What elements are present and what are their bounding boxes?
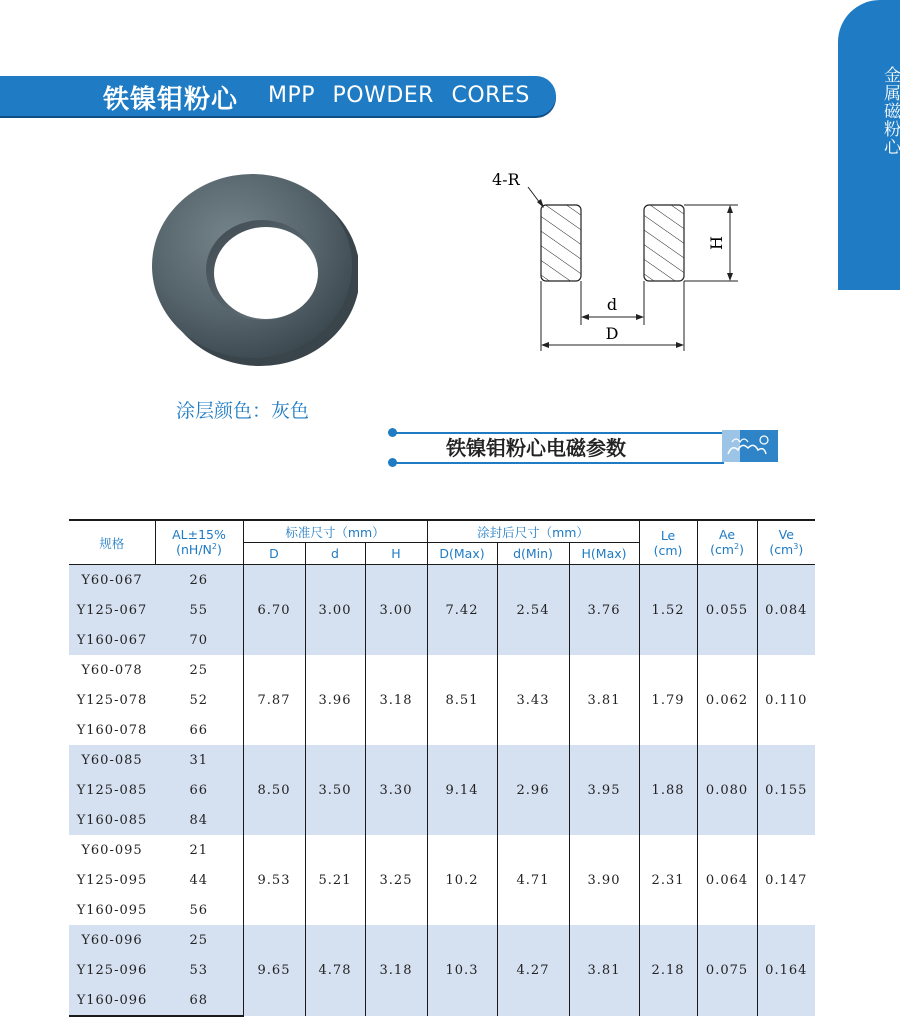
al-cell: 84 xyxy=(155,805,243,835)
al-cell: 21 xyxy=(155,835,243,865)
model-cell: Y60-095 xyxy=(69,835,155,865)
al-cell: 68 xyxy=(155,985,243,1016)
table-row xyxy=(69,655,815,685)
ae-cell: 0.080 xyxy=(697,745,757,835)
al-cell: 44 xyxy=(155,865,243,895)
model-cell: Y160-085 xyxy=(69,805,155,835)
al-cell: 53 xyxy=(155,955,243,985)
header-le: Le (cm) xyxy=(639,520,697,565)
cloud-pattern-icon xyxy=(722,430,778,466)
side-tab-label: 金属磁粉心 xyxy=(880,66,900,156)
header-spec: 规格 xyxy=(69,520,155,565)
H-cell: 3.00 xyxy=(365,565,427,656)
core-photo xyxy=(148,170,358,374)
le-cell: 1.88 xyxy=(639,745,697,835)
al-cell: 26 xyxy=(155,565,243,596)
ve-cell: 0.084 xyxy=(757,565,815,656)
header-d: d xyxy=(305,543,365,565)
ae-cell: 0.064 xyxy=(697,835,757,925)
header-D: D xyxy=(243,543,305,565)
al-cell: 66 xyxy=(155,775,243,805)
section-title: 铁镍钼粉心电磁参数 xyxy=(446,436,626,460)
model-cell: Y60-085 xyxy=(69,745,155,775)
divider xyxy=(394,462,724,464)
Dmax-cell: 10.3 xyxy=(427,925,497,1016)
al-cell: 25 xyxy=(155,655,243,685)
parameter-table xyxy=(69,519,815,1017)
Dmax-cell: 8.51 xyxy=(427,655,497,745)
dmin-cell: 3.43 xyxy=(497,655,569,745)
Hmax-cell: 3.81 xyxy=(569,655,639,745)
model-cell: Y160-095 xyxy=(69,895,155,925)
le-cell: 1.52 xyxy=(639,565,697,656)
header-al xyxy=(155,520,243,565)
dmin-cell: 2.96 xyxy=(497,745,569,835)
Dmax-cell: 7.42 xyxy=(427,565,497,656)
Dmax-cell: 10.2 xyxy=(427,835,497,925)
model-cell: Y160-067 xyxy=(69,625,155,655)
model-cell: Y160-078 xyxy=(69,715,155,745)
d-cell: 3.96 xyxy=(305,655,365,745)
model-cell: Y125-067 xyxy=(69,595,155,625)
D-cell: 9.65 xyxy=(243,925,305,1016)
header-H: H xyxy=(365,543,427,565)
ae-cell: 0.055 xyxy=(697,565,757,656)
model-cell: Y125-078 xyxy=(69,685,155,715)
Hmax-cell: 3.76 xyxy=(569,565,639,656)
core-dimension-diagram xyxy=(488,165,748,369)
al-cell: 66 xyxy=(155,715,243,745)
d-cell: 4.78 xyxy=(305,925,365,1016)
outer-diameter-label: D xyxy=(605,324,619,343)
al-cell: 55 xyxy=(155,595,243,625)
model-cell: Y160-096 xyxy=(69,985,155,1016)
d-cell: 3.50 xyxy=(305,745,365,835)
al-cell: 56 xyxy=(155,895,243,925)
ae-cell: 0.075 xyxy=(697,925,757,1016)
al-cell: 70 xyxy=(155,625,243,655)
H-cell: 3.25 xyxy=(365,835,427,925)
le-cell: 2.18 xyxy=(639,925,697,1016)
model-cell: Y125-095 xyxy=(69,865,155,895)
Hmax-cell: 3.81 xyxy=(569,925,639,1016)
title-cn: 铁镍钼粉心 xyxy=(103,85,239,115)
al-cell: 25 xyxy=(155,925,243,955)
D-cell: 7.87 xyxy=(243,655,305,745)
side-category-tab xyxy=(838,0,900,290)
model-cell: Y60-078 xyxy=(69,655,155,685)
header-coated-size: 涂封后尺寸（mm） xyxy=(427,520,639,543)
title-banner xyxy=(0,76,556,116)
D-cell: 9.53 xyxy=(243,835,305,925)
radius-label: 4-R xyxy=(492,170,520,189)
le-cell: 1.79 xyxy=(639,655,697,745)
table-row xyxy=(69,835,815,865)
model-cell: Y60-067 xyxy=(69,565,155,596)
ve-cell: 0.164 xyxy=(757,925,815,1016)
header-dmin: d(Min) xyxy=(497,543,569,565)
header-ve: Ve $(cm^3)$ xyxy=(757,520,815,565)
table-row xyxy=(69,745,815,775)
title-en: MPP POWDER CORES xyxy=(268,83,530,108)
Hmax-cell: 3.90 xyxy=(569,835,639,925)
dmin-cell: 4.71 xyxy=(497,835,569,925)
header-Hmax: H(Max) xyxy=(569,543,639,565)
D-cell: 8.50 xyxy=(243,745,305,835)
ve-cell: 0.155 xyxy=(757,745,815,835)
header-standard-size: 标准尺寸（mm） xyxy=(243,520,427,543)
le-cell: 2.31 xyxy=(639,835,697,925)
header-al-line1: AL±15% xyxy=(172,527,226,543)
d-cell: 3.00 xyxy=(305,565,365,656)
dmin-cell: 4.27 xyxy=(497,925,569,1016)
inner-diameter-label: d xyxy=(606,295,618,314)
table-row xyxy=(69,565,815,596)
Hmax-cell: 3.95 xyxy=(569,745,639,835)
al-cell: 52 xyxy=(155,685,243,715)
ve-cell: 0.110 xyxy=(757,655,815,745)
H-cell: 3.18 xyxy=(365,655,427,745)
Dmax-cell: 9.14 xyxy=(427,745,497,835)
ae-cell: 0.062 xyxy=(697,655,757,745)
header-al-unit: $(nH/N^2)$ xyxy=(176,542,222,558)
header-Dmax: D(Max) xyxy=(427,543,497,565)
height-label: H xyxy=(707,236,726,250)
H-cell: 3.30 xyxy=(365,745,427,835)
header-ae: Ae $(cm^2)$ xyxy=(697,520,757,565)
table-row xyxy=(69,925,815,955)
D-cell: 6.70 xyxy=(243,565,305,656)
model-cell: Y125-096 xyxy=(69,955,155,985)
al-cell: 31 xyxy=(155,745,243,775)
model-cell: Y125-085 xyxy=(69,775,155,805)
section-title-bar xyxy=(388,426,780,466)
d-cell: 5.21 xyxy=(305,835,365,925)
coating-color-label: 涂层颜色：灰色 xyxy=(176,400,310,422)
dmin-cell: 2.54 xyxy=(497,565,569,656)
ve-cell: 0.147 xyxy=(757,835,815,925)
H-cell: 3.18 xyxy=(365,925,427,1016)
model-cell: Y60-096 xyxy=(69,925,155,955)
